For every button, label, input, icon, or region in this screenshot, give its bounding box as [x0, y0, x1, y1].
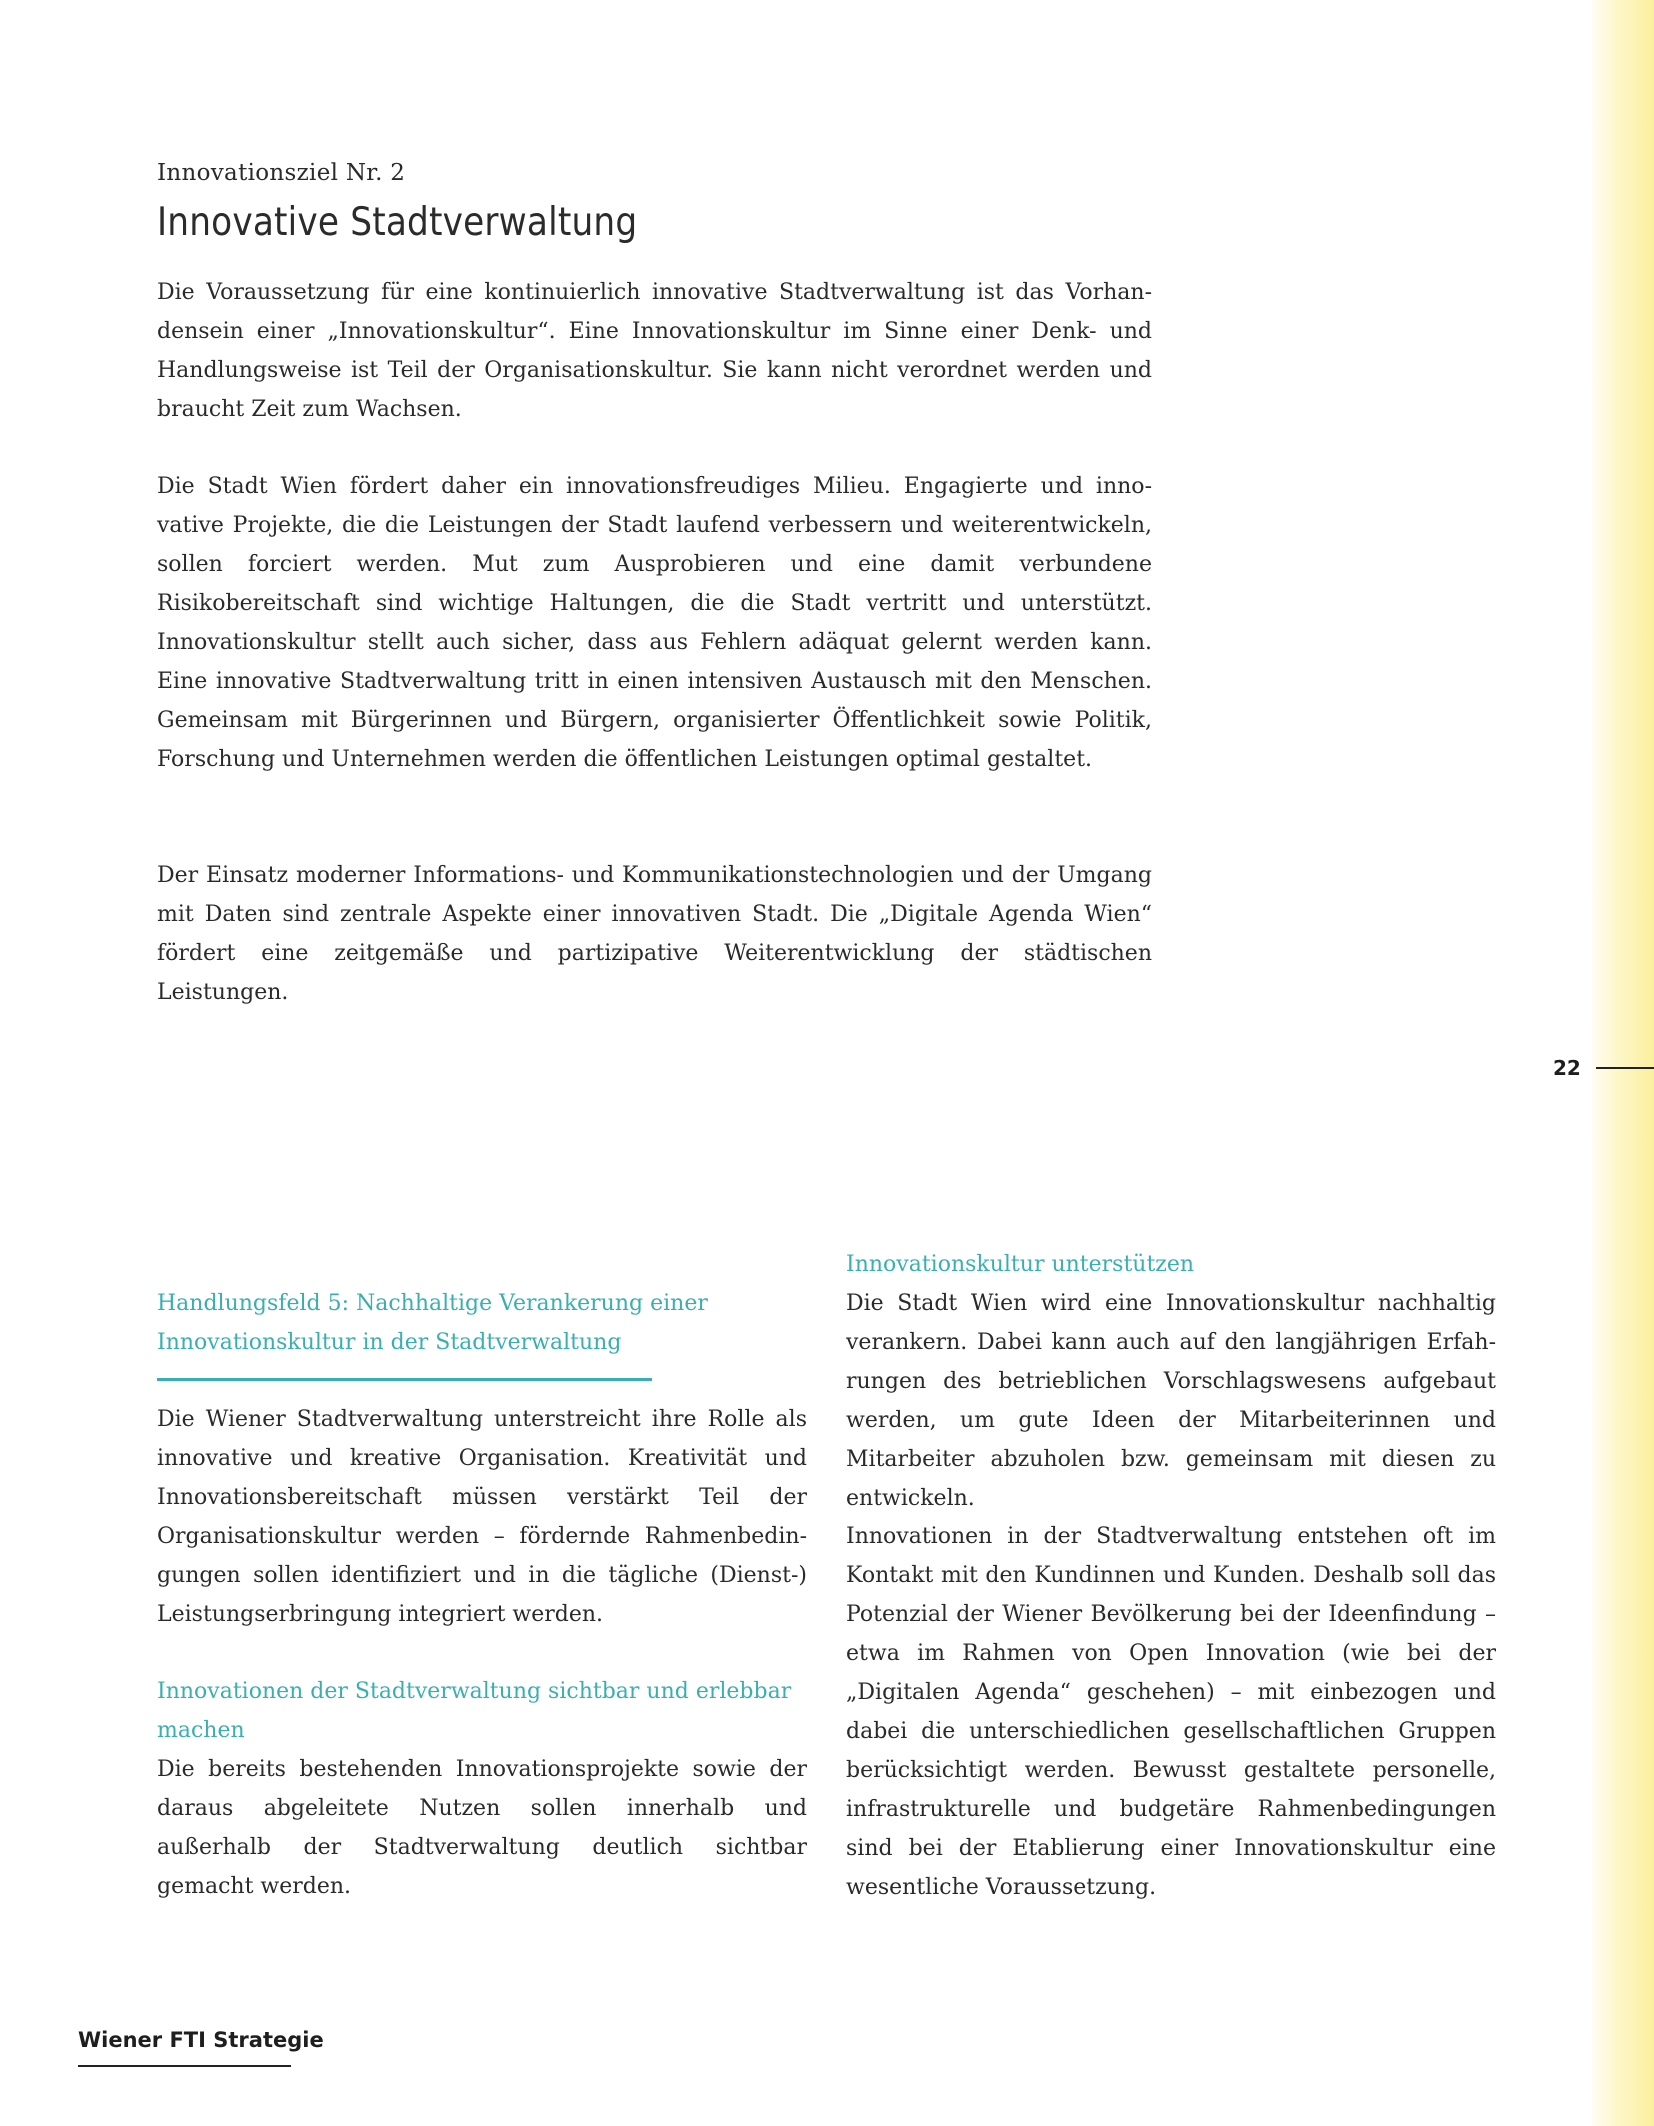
footer-rule — [78, 2065, 291, 2067]
handlungsfeld-heading: Handlungsfeld 5: Nachhaltige Verankerung einer Innovationskultur in der Stadtverwaltung — [157, 1291, 708, 1355]
intro-paragraph-2: Die Stadt Wien fördert daher ein innovationsfreudiges Milieu. Engagierte und innovative Projekte, die die Leistungen der Stadt laufend verbessern und weiterentwickeln, sollen forciert werden. Mut zum Ausprobieren und eine damit verbundene Risikobereitschaft sind wichtige Haltungen, die die Stadt vertritt und unterstützt. Innovationskultur stellt auch sicher, dass aus Fehlern adäquat gelernt werden kann. Eine innovative Stadtverwaltung tritt in einen intensiven Austausch mit den Menschen. Gemeinsam mit Bürgerinnen und Bürgern, organisierter Öffentlichkeit sowie Politik, Forschung und Unternehmen werden die öffentlichen Leistungen optimal gestaltet. — [157, 474, 1152, 772]
right-paragraph-1: Die Stadt Wien wird eine Innovationskultur nachhaltig verankern. Dabei kann auch auf den langjährigen Erfahrungen des betrieblichen Vorschlagswesens aufgebaut werden, um gute Ideen der Mitarbeiterinnen und Mitarbeiter abzuholen bzw. gemeinsam mit diesen zu entwickeln. — [846, 1291, 1496, 1511]
intro-paragraph-1: Die Voraussetzung für eine kontinuierlich innovative Stadtverwaltung ist das Vorhandensein einer „Innovationskultur“. Eine Innovationskultur im Sinne einer Denk- und Handlungsweise ist Teil der Organisationskultur. Sie kann nicht verordnet werden und braucht Zeit zum Wachsen. — [157, 280, 1152, 422]
page-title: Innovative Stadtverwaltung — [157, 200, 638, 245]
intro-paragraph-3: Der Einsatz moderner Informations- und Kommunikationstechnologien und der Umgang mit Daten sind zentrale Aspekte einer innovativen Stadt. Die „Digitale Agenda Wien“ fördert eine zeitgemäße und partizipative Weiterentwicklung der städtischen Leistungen. — [157, 863, 1152, 1005]
section-eyebrow: Innovationsziel Nr. 2 — [157, 160, 406, 186]
left-subheading: Innovationen der Stadtverwaltung sichtbar und erlebbar machen — [157, 1679, 792, 1743]
footer-title: Wiener FTI Strategie — [78, 2028, 324, 2052]
left-paragraph-2: Die bereits bestehenden Innovationsprojekte sowie der daraus abgeleitete Nutzen sollen innerhalb und außerhalb der Stadtverwaltung deutlich sichtbar gemacht werden. — [157, 1757, 807, 1899]
handlungsfeld-rule — [157, 1378, 652, 1381]
right-paragraph-2: Innovationen in der Stadtverwaltung entstehen oft im Kontakt mit den Kundinnen und Kunden. Deshalb soll das Potenzial der Wiener Bevölkerung bei der Ideenfindung – etwa im Rahmen von Open Innovation (wie bei der „Digitalen Agenda“ geschehen) – mit einbezogen und dabei die unterschiedlichen gesellschaftlichen Gruppen berücksichtigt werden. Bewusst gestaltete personelle, infrastrukturelle und budgetäre Rahmenbedingungen sind bei der Etablierung einer Innovationskultur eine wesentliche Voraussetzung. — [846, 1524, 1496, 1900]
left-paragraph-1: Die Wiener Stadtverwaltung unterstreicht ihre Rolle als innovative und kreative Organisation. Kreativität und Innovationsbereitschaft müssen verstärkt Teil der Organisationskultur werden – fördernde Rahmenbedingungen sollen identifiziert und in die tägliche (Dienst-) Leistungserbringung integriert werden. — [157, 1407, 807, 1627]
right-subheading: Innovationskultur unterstützen — [846, 1252, 1195, 1277]
page-number: 22 — [1553, 1056, 1581, 1080]
page-number-rule — [1596, 1067, 1654, 1069]
decorative-side-band — [1592, 0, 1654, 2126]
